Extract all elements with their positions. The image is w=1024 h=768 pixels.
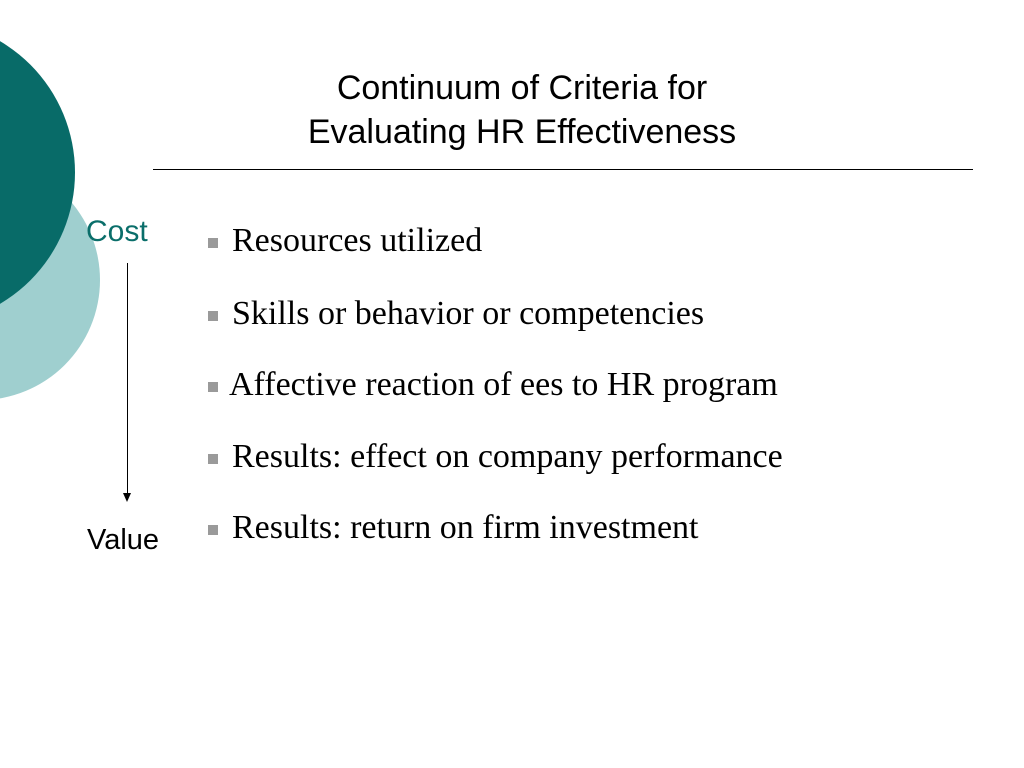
square-bullet-icon — [208, 382, 218, 392]
continuum-start-label: Cost — [86, 215, 148, 248]
square-bullet-icon — [208, 454, 218, 464]
slide-title — [160, 66, 884, 154]
arrow-down-icon — [123, 493, 131, 502]
list-item — [208, 366, 778, 404]
list-item-text: Skills or behavior or competencies — [232, 295, 705, 332]
slide-title-line-1: Continuum of Criteria for — [336, 69, 708, 107]
square-bullet-icon — [208, 525, 218, 535]
list-item-text: Resources utilized — [232, 222, 483, 259]
list-item-text: Results: effect on company performance — [232, 438, 783, 475]
slide-title-line-2: Evaluating HR Effectiveness — [307, 113, 737, 151]
list-item-text: Results: return on firm investment — [232, 509, 699, 546]
square-bullet-icon — [208, 238, 218, 248]
list-item-text: Affective reaction of ees to HR program — [229, 366, 778, 403]
square-bullet-icon — [208, 311, 218, 321]
list-item — [208, 295, 704, 333]
list-item — [208, 509, 699, 547]
continuum-end-label: Value — [87, 524, 160, 556]
list-item — [208, 438, 783, 476]
title-divider — [153, 169, 973, 170]
continuum-arrow-line — [127, 263, 128, 495]
list-item — [208, 222, 482, 260]
